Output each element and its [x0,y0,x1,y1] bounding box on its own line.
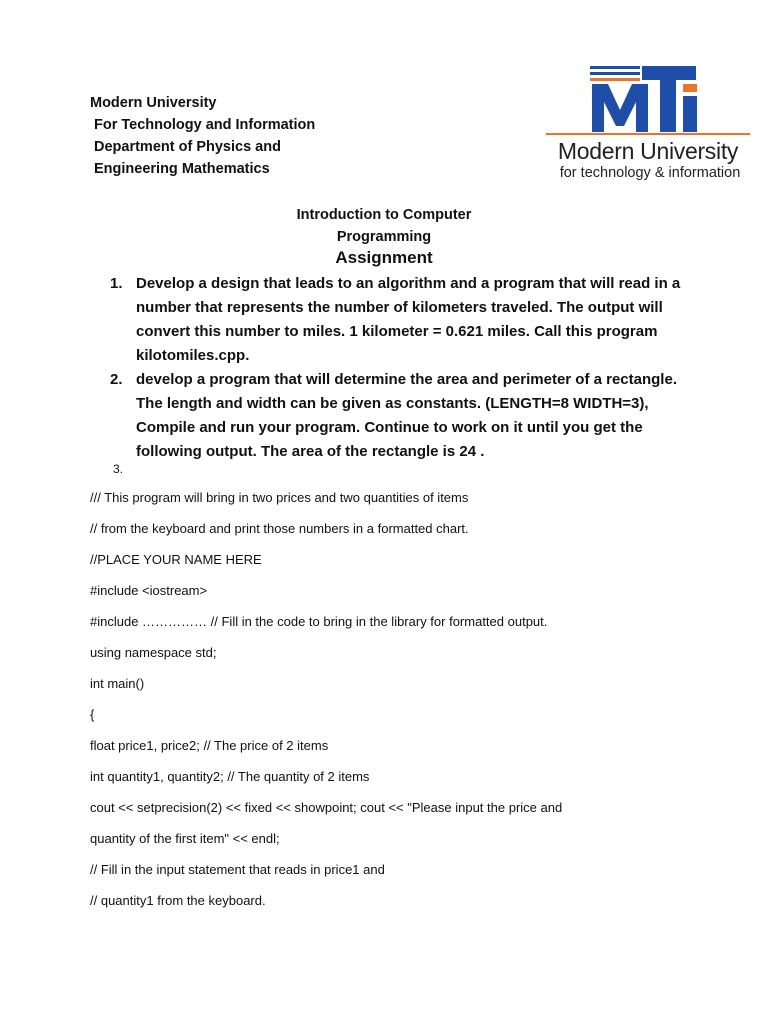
task-list [110,272,690,464]
course-title-line-1: Introduction to Computer [296,207,472,223]
code-line: quantity of the first item" << endl; [90,831,280,846]
university-logo [546,64,750,184]
code-line: // from the keyboard and print those numbers in a formatted chart. [90,521,469,536]
code-line: { [90,707,95,722]
code-line: cout << setprecision(2) << fixed << showpoint; cout << "Please input the price and [90,800,563,815]
task-item [110,272,690,368]
header-line-department: Department of Physics and [94,139,281,155]
task-item [110,368,690,464]
code-line: // quantity1 from the keyboard. [90,893,266,908]
code-line: //PLACE YOUR NAME HERE [90,552,262,567]
logo-divider [546,133,750,135]
header-line-university: Modern University [90,95,217,111]
code-line: int main() [90,676,145,691]
code-line: int quantity1, quantity2; // The quantity of 2 items [90,769,370,784]
code-line: // Fill in the input statement that reads in price1 and [90,862,385,877]
code-line: #include …………… // Fill in the code to bring in the library for formatted output. [90,614,548,629]
header-line-engineering: Engineering Mathematics [94,161,270,177]
assignment-heading: Assignment [335,248,433,267]
mti-logo-mark [590,64,706,134]
task-number: 2. [110,371,123,388]
logo-name: Modern University [557,138,739,164]
task-number-3: 3. [113,462,124,476]
course-title [0,204,768,248]
task-text: Develop a design that leads to an algorithm and a program that will read in a number that represents the number of kilometers traveled. The output will convert this number to miles. 1 kilometer = 0.621 miles. Call this program kilotomiles.cpp. [136,275,681,364]
code-line: using namespace std; [90,645,217,660]
code-line: float price1, price2; // The price of 2 items [90,738,329,753]
course-title-line-2: Programming [336,229,432,245]
code-line: #include <iostream> [90,583,208,598]
logo-tagline: for technology & information [559,165,741,181]
header-line-technology: For Technology and Information [94,117,316,133]
university-header [90,92,315,180]
code-line: /// This program will bring in two prices and two quantities of items [90,490,469,505]
task-number: 1. [110,275,123,292]
task-text: develop a program that will determine the area and perimeter of a rectangle. The length and width can be given as constants. (LENGTH=8 WIDTH=3), Compile and run your program. Continue to work on it until you get the following output. The area of the rectangle is 24 . [136,371,677,460]
